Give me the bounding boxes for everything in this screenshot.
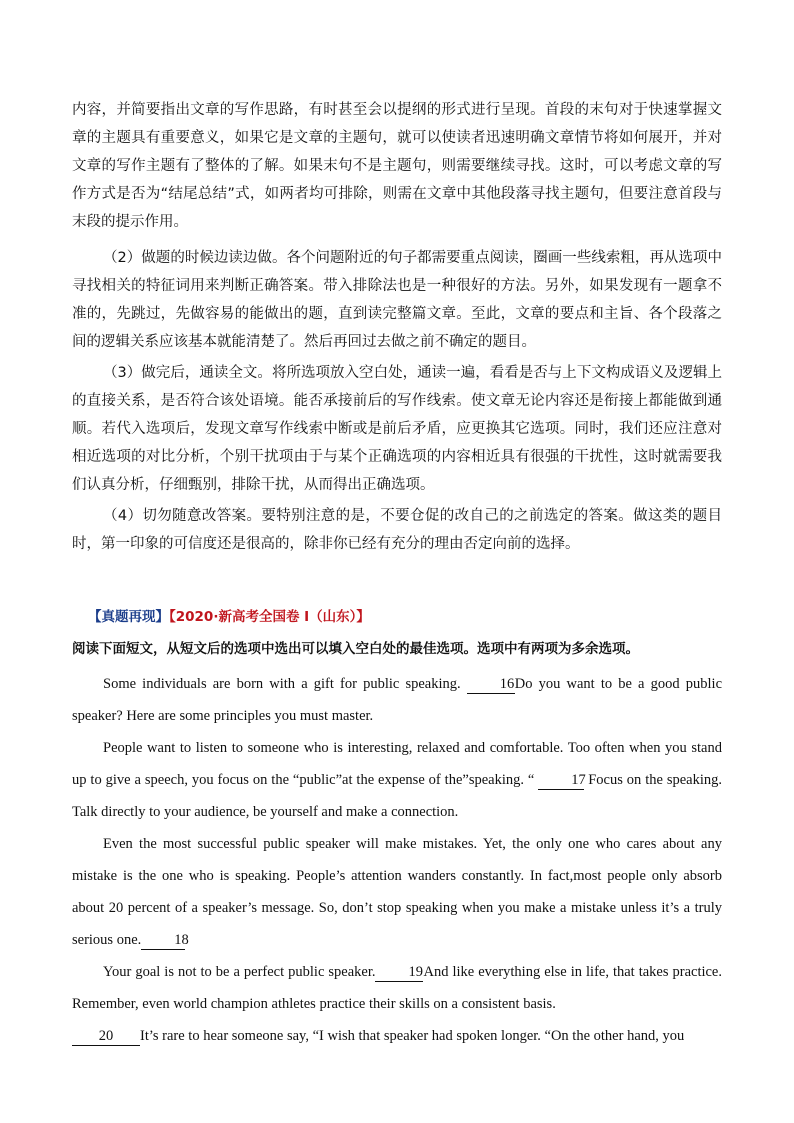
en-p2-text-b: Focus on the speaking. Talk directly to your audience, be yourself and make a connection. xyxy=(72,772,722,820)
cn-paragraph-4: （4）切勿随意改答案。要特别注意的是，不要仓促的改自己的之前选定的答案。做这类的题目时，第一印象的可信度还是很高的，除非你已经有充分的理由否定向前的选择。 xyxy=(72,508,722,552)
blank-19: 19 xyxy=(375,963,423,982)
en-p3-text-a: Even the most successful public speaker will make mistakes. Yet, the only one who cares about any mistake is the one who is speaking. People’s attention wanders constantly. In fact,most people only absorb about 20 percent of a speaker’s message. So, don’t stop speaking when you make a mistake unless it’s a truly serious one. xyxy=(72,836,722,948)
en-p4-text-b: And like everything else in life, that takes practice. Remember, even world champion athletes practice their skills on a consistent basis. xyxy=(72,964,722,1012)
en-paragraph-2 xyxy=(72,732,722,828)
english-passage xyxy=(72,668,722,1052)
en-p5-text-a: It’s rare to hear someone say, “I wish that speaker had spoken longer. “On the other hand, you xyxy=(140,1028,685,1044)
cn-paragraph-2: （2）做题的时候边读边做。各个问题附近的句子都需要重点阅读，圈画一些线索粗，再从选项中寻找相关的特征词用来判断正确答案。带入排除法也是一种很好的方法。另外，如果发现有一题拿不准的，先跳过，先做容易的能做出的题，直到读完整篇文章。至此，文章的要点和主旨、各个段落之间的逻辑关系应该基本就能清楚了。然后再回过去做之前不确定的题目。 xyxy=(72,250,722,350)
en-p1-text-a: Some individuals are born with a gift for public speaking. xyxy=(103,676,467,692)
blank-20: 20 xyxy=(72,1027,140,1046)
chinese-text-block xyxy=(72,96,722,558)
task-instruction: 阅读下面短文，从短文后的选项中选出可以填入空白处的最佳选项。选项中有两项为多余选项。 xyxy=(72,641,639,657)
en-paragraph-5 xyxy=(72,1020,722,1052)
en-paragraph-3 xyxy=(72,828,722,956)
blank-16: 16 xyxy=(467,675,515,694)
heading-tag: 【真题再现】 xyxy=(88,609,169,625)
heading-source: 【2020·新高考全国卷 I（山东）】 xyxy=(169,609,370,625)
cn-paragraph-1: 内容，并简要指出文章的写作思路，有时甚至会以提纲的形式进行呈现。首段的末句对于快速掌握文章的主题具有重要意义，如果它是文章的主题句，就可以使读者迅速明确文章情节将如何展开，并对文章的写作主题有了整体的了解。如果末句不是主题句，则需要继续寻找。这时，可以考虑文章的写作方式是否为“结尾总结”式，如两者均可排除，则需在文章中其他段落寻找主题句，但要注意首段与末段的提示作用。 xyxy=(72,102,722,230)
blank-17: 17 xyxy=(538,771,584,790)
en-paragraph-1 xyxy=(72,668,722,732)
en-p2-text-a: People want to listen to someone who is interesting, relaxed and comfortable. Too often when you stand up to give a speech, you focus on the “public”at the expense of the”speaking. “ xyxy=(72,740,722,788)
blank-18: 18 xyxy=(141,931,185,950)
en-paragraph-4 xyxy=(72,956,722,1020)
cn-paragraph-3: （3）做完后，通读全文。将所选项放入空白处，通读一遍，看看是否与上下文构成语义及逻辑上的直接关系，是否符合该处语境。能否承接前后的写作线索。使文章无论内容还是衔接上都能做到通顺。若代入选项后，发现文章写作线索中断或是前后矛盾，应更换其它选项。同时，我们还应注意对相近选项的对比分析，个别干扰项由于与某个正确选项的内容相近具有很强的干扰性，这时就需要我们认真分析，仔细甄别，排除干扰，从而得出正确选项。 xyxy=(72,365,722,493)
section-heading xyxy=(88,606,738,628)
en-p4-text-a: Your goal is not to be a perfect public speaker. xyxy=(103,964,376,980)
en-p1-text-b: Do you want to be a good public speaker? Here are some principles you must master. xyxy=(72,676,722,724)
